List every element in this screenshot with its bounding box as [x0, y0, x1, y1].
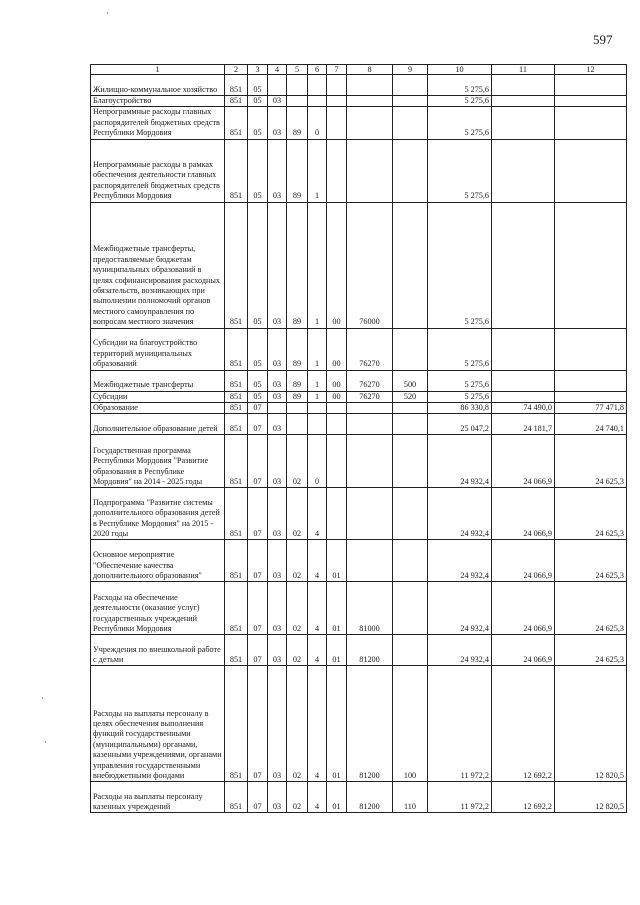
table-cell: 851: [225, 582, 248, 635]
table-cell: 24 066,9: [492, 635, 555, 666]
table-cell: [393, 540, 428, 582]
table-cell: [555, 139, 627, 202]
table-cell: 25 047,2: [428, 414, 492, 435]
header-cell: 12: [555, 65, 627, 75]
table-cell: [555, 391, 627, 402]
header-cell: 7: [327, 65, 347, 75]
table-cell: 77 471,8: [555, 403, 627, 414]
table-row: [91, 391, 627, 402]
table-cell: 00: [327, 391, 347, 402]
table-cell: 74 490,0: [492, 403, 555, 414]
table-cell: 03: [268, 96, 287, 107]
table-cell: 5 275,6: [428, 370, 492, 391]
table-cell: 03: [268, 666, 287, 782]
table-cell: 1: [308, 370, 327, 391]
table-cell: [327, 403, 347, 414]
table-cell: 4: [308, 635, 327, 666]
table-cell: 851: [225, 782, 248, 813]
table-cell: [393, 488, 428, 540]
row-label-cell: Подпрограмма "Развитие системы дополнительного образования детей в Республике Мордовия" на 2015 - 2020 годы: [91, 488, 225, 540]
table-row: [91, 328, 627, 370]
table-cell: [492, 96, 555, 107]
table-cell: [393, 328, 428, 370]
table-cell: 851: [225, 96, 248, 107]
table-cell: 89: [287, 202, 308, 328]
row-label-cell: Межбюджетные трансферты: [91, 370, 225, 391]
table-cell: 01: [327, 582, 347, 635]
table-cell: 851: [225, 328, 248, 370]
table-cell: 12 820,5: [555, 666, 627, 782]
table-cell: [393, 435, 428, 488]
table-cell: 5 275,6: [428, 202, 492, 328]
table-cell: [287, 75, 308, 96]
scan-speck: [107, 12, 108, 14]
table-cell: 89: [287, 391, 308, 402]
table-row: [91, 370, 627, 391]
table-cell: [555, 370, 627, 391]
row-label-cell: Дополнительное образование детей: [91, 414, 225, 435]
table-row: [91, 635, 627, 666]
table-cell: [393, 582, 428, 635]
table-cell: 11 972,2: [428, 666, 492, 782]
table-row: [91, 666, 627, 782]
table-cell: 07: [248, 414, 268, 435]
table-cell: 05: [248, 328, 268, 370]
table-cell: 110: [393, 782, 428, 813]
table-cell: 03: [268, 635, 287, 666]
table-cell: [492, 370, 555, 391]
table-cell: 02: [287, 435, 308, 488]
table-cell: 03: [268, 202, 287, 328]
table-cell: [287, 414, 308, 435]
table-cell: 851: [225, 635, 248, 666]
table-cell: 03: [268, 540, 287, 582]
table-cell: [327, 414, 347, 435]
table-cell: 01: [327, 540, 347, 582]
table-cell: 851: [225, 403, 248, 414]
table-cell: [555, 96, 627, 107]
header-cell: 10: [428, 65, 492, 75]
table-cell: 07: [248, 435, 268, 488]
table-cell: 03: [268, 582, 287, 635]
table-cell: 03: [268, 328, 287, 370]
table-cell: 03: [268, 488, 287, 540]
table-cell: 81200: [347, 782, 393, 813]
table-row: [91, 414, 627, 435]
table-cell: [347, 139, 393, 202]
table-cell: [347, 540, 393, 582]
header-cell: 5: [287, 65, 308, 75]
table-cell: 76270: [347, 391, 393, 402]
table-cell: 1: [308, 202, 327, 328]
table-cell: [308, 403, 327, 414]
table-cell: 24 932,4: [428, 582, 492, 635]
row-label-cell: Государственная программа Республики Мордовия "Развитие образования в Республике Мордовия" на 2014 - 2025 годы: [91, 435, 225, 488]
scan-speck: [45, 741, 46, 743]
table-cell: 05: [248, 391, 268, 402]
table-cell: 4: [308, 782, 327, 813]
row-label-cell: Расходы на выплаты персоналу казенных учреждений: [91, 782, 225, 813]
table-cell: 03: [268, 414, 287, 435]
table-cell: 24 932,4: [428, 540, 492, 582]
table-cell: 24 066,9: [492, 540, 555, 582]
table-cell: 0: [308, 107, 327, 139]
table-cell: 11 972,2: [428, 782, 492, 813]
table-cell: [555, 75, 627, 96]
table-cell: [393, 414, 428, 435]
table-cell: 02: [287, 635, 308, 666]
table-cell: 89: [287, 107, 308, 139]
row-label-cell: Расходы на обеспечение деятельности (оказание услуг) государственных учреждений Республики Мордовия: [91, 582, 225, 635]
table-cell: 5 275,6: [428, 139, 492, 202]
table-cell: 851: [225, 488, 248, 540]
table-cell: 0: [308, 435, 327, 488]
table-cell: 07: [248, 540, 268, 582]
table-cell: 1: [308, 328, 327, 370]
table-cell: 07: [248, 403, 268, 414]
table-cell: [347, 488, 393, 540]
table-cell: [492, 202, 555, 328]
header-cell: 1: [91, 65, 225, 75]
table-cell: [347, 96, 393, 107]
table-cell: 851: [225, 666, 248, 782]
table-cell: 24 625,3: [555, 488, 627, 540]
header-cell: 6: [308, 65, 327, 75]
table-cell: 520: [393, 391, 428, 402]
table-cell: [492, 75, 555, 96]
table-cell: 76270: [347, 328, 393, 370]
table-cell: 02: [287, 582, 308, 635]
table-cell: 76000: [347, 202, 393, 328]
table-cell: 24 181,7: [492, 414, 555, 435]
table-cell: [393, 107, 428, 139]
scan-speck: [42, 697, 43, 699]
table-cell: 05: [248, 75, 268, 96]
table-cell: 4: [308, 488, 327, 540]
table-cell: 1: [308, 391, 327, 402]
table-cell: 81000: [347, 582, 393, 635]
table-cell: 81200: [347, 666, 393, 782]
table-cell: 89: [287, 370, 308, 391]
table-cell: [555, 328, 627, 370]
table-cell: 1: [308, 139, 327, 202]
table-cell: 00: [327, 370, 347, 391]
table-cell: [492, 107, 555, 139]
header-cell: 4: [268, 65, 287, 75]
table-cell: 851: [225, 370, 248, 391]
table-cell: 03: [268, 107, 287, 139]
row-label-cell: Субсидии: [91, 391, 225, 402]
table-cell: 24 066,9: [492, 582, 555, 635]
table-cell: 01: [327, 635, 347, 666]
table-cell: 12 692,2: [492, 782, 555, 813]
table-cell: 12 692,2: [492, 666, 555, 782]
table-cell: [347, 403, 393, 414]
table-cell: [287, 403, 308, 414]
table-cell: 24 932,4: [428, 635, 492, 666]
table-row: [91, 540, 627, 582]
table-cell: [393, 202, 428, 328]
table-cell: 4: [308, 582, 327, 635]
table-cell: 5 275,6: [428, 75, 492, 96]
table-cell: 89: [287, 139, 308, 202]
table-row: [91, 582, 627, 635]
table-cell: 02: [287, 488, 308, 540]
table-row: [91, 435, 627, 488]
row-label-cell: Образование: [91, 403, 225, 414]
table-cell: 07: [248, 635, 268, 666]
table-cell: [327, 488, 347, 540]
table-cell: [327, 139, 347, 202]
table-cell: 5 275,6: [428, 391, 492, 402]
table-cell: [393, 96, 428, 107]
table-row: [91, 107, 627, 139]
table-cell: [327, 75, 347, 96]
table-cell: 851: [225, 75, 248, 96]
table-cell: 03: [268, 139, 287, 202]
table-cell: 02: [287, 666, 308, 782]
table-cell: [327, 107, 347, 139]
table-cell: 851: [225, 391, 248, 402]
header-cell: 2: [225, 65, 248, 75]
header-cell: 3: [248, 65, 268, 75]
table-cell: [287, 96, 308, 107]
table-cell: 5 275,6: [428, 107, 492, 139]
row-label-cell: Жилищно-коммунальное хозяйство: [91, 75, 225, 96]
table-cell: [308, 96, 327, 107]
row-label-cell: Благоустройство: [91, 96, 225, 107]
table-row: [91, 488, 627, 540]
table-cell: 07: [248, 666, 268, 782]
table-cell: 86 330,8: [428, 403, 492, 414]
table-cell: 24 066,9: [492, 488, 555, 540]
table-cell: [327, 435, 347, 488]
table-cell: 5 275,6: [428, 96, 492, 107]
table-cell: [393, 403, 428, 414]
table-cell: 05: [248, 107, 268, 139]
table-body: [91, 75, 627, 813]
row-label-cell: Непрограммные расходы главных распорядителей бюджетных средств Республики Мордовия: [91, 107, 225, 139]
table-cell: [555, 202, 627, 328]
row-label-cell: Межбюджетные трансферты, предоставляемые бюджетам муниципальных образований в целях софинансирования расходных обязательств, возникающих при выполнении полномочий органов местного самоуправления по вопросам местного значения: [91, 202, 225, 328]
table-cell: 851: [225, 107, 248, 139]
header-cell: 9: [393, 65, 428, 75]
row-label-cell: Учреждения по внешкольной работе с детьми: [91, 635, 225, 666]
table-cell: [492, 139, 555, 202]
table-cell: 02: [287, 540, 308, 582]
table-cell: 00: [327, 328, 347, 370]
table-cell: 03: [268, 435, 287, 488]
table-cell: [555, 107, 627, 139]
table-cell: 24 625,3: [555, 635, 627, 666]
table-cell: 03: [268, 782, 287, 813]
table-cell: 851: [225, 202, 248, 328]
table-row: [91, 782, 627, 813]
table-cell: 24 625,3: [555, 582, 627, 635]
table-cell: 03: [268, 391, 287, 402]
table-cell: 851: [225, 540, 248, 582]
table-cell: [347, 435, 393, 488]
table-cell: 81200: [347, 635, 393, 666]
header-cell: 8: [347, 65, 393, 75]
table-cell: 05: [248, 139, 268, 202]
table-cell: [268, 403, 287, 414]
table-cell: 24 932,4: [428, 488, 492, 540]
table-cell: 01: [327, 666, 347, 782]
header-cell: 11: [492, 65, 555, 75]
table-cell: 89: [287, 328, 308, 370]
table-cell: 851: [225, 414, 248, 435]
table-cell: [347, 107, 393, 139]
table-cell: 24 625,3: [555, 540, 627, 582]
table-cell: 01: [327, 782, 347, 813]
budget-table: [90, 64, 627, 813]
table-cell: [492, 328, 555, 370]
table-cell: 500: [393, 370, 428, 391]
table-cell: 05: [248, 96, 268, 107]
table-cell: 24 740,1: [555, 414, 627, 435]
table-cell: 05: [248, 370, 268, 391]
table-cell: [308, 414, 327, 435]
table-cell: [492, 391, 555, 402]
table-cell: [347, 414, 393, 435]
table-row: [91, 75, 627, 96]
table-cell: 07: [248, 488, 268, 540]
page-number: 597: [593, 32, 613, 47]
table-cell: 4: [308, 540, 327, 582]
row-label-cell: Непрограммные расходы в рамках обеспечения деятельности главных распорядителей бюджетных средств Республики Мордовия: [91, 139, 225, 202]
table-cell: 24 932,4: [428, 435, 492, 488]
table-cell: 76270: [347, 370, 393, 391]
table-cell: 851: [225, 435, 248, 488]
table-cell: [347, 75, 393, 96]
table-cell: 24 625,3: [555, 435, 627, 488]
table-row: [91, 96, 627, 107]
table-cell: 05: [248, 202, 268, 328]
table-cell: 12 820,5: [555, 782, 627, 813]
table-cell: 4: [308, 666, 327, 782]
table-cell: 100: [393, 666, 428, 782]
table-row: [91, 139, 627, 202]
table-cell: 07: [248, 582, 268, 635]
table-row: [91, 202, 627, 328]
table-cell: [327, 96, 347, 107]
table-cell: 00: [327, 202, 347, 328]
table-cell: 24 066,9: [492, 435, 555, 488]
table-cell: [393, 635, 428, 666]
table-cell: 02: [287, 782, 308, 813]
table-cell: 03: [268, 370, 287, 391]
row-label-cell: Расходы на выплаты персоналу в целях обеспечения выполнения функций государственными (муниципальными) органами, казенными учреждениями, органами управления государственными внебюджетными фондами: [91, 666, 225, 782]
table-cell: 5 275,6: [428, 328, 492, 370]
header-row: [91, 65, 627, 75]
table-cell: [393, 139, 428, 202]
table-cell: [393, 75, 428, 96]
table-cell: [308, 75, 327, 96]
table-cell: [268, 75, 287, 96]
table-row: [91, 403, 627, 414]
row-label-cell: Субсидии на благоустройство территорий муниципальных образований: [91, 328, 225, 370]
table-cell: 851: [225, 139, 248, 202]
table-cell: 07: [248, 782, 268, 813]
row-label-cell: Основное мероприятие "Обеспечение качества дополнительного образования": [91, 540, 225, 582]
